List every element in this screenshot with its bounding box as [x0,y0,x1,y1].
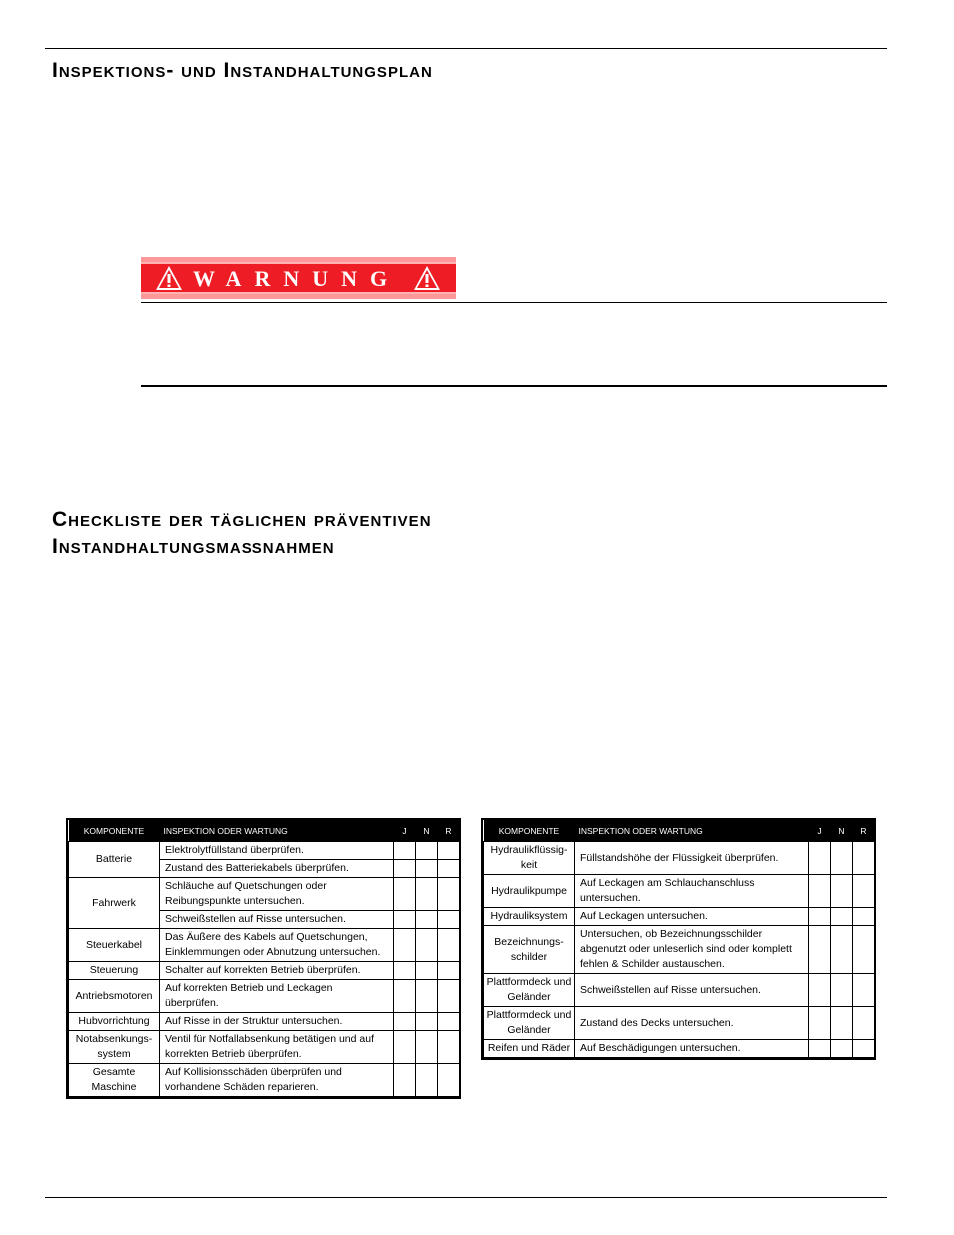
inspection-cell: Auf Risse in der Struktur untersuchen. [160,1013,394,1031]
check-j[interactable] [809,1007,831,1040]
table-row [484,1040,875,1058]
check-n[interactable] [831,974,853,1007]
table-row [484,875,875,908]
check-j[interactable] [809,926,831,974]
check-r[interactable] [853,908,875,926]
check-j[interactable] [394,911,416,929]
header-n: N [831,820,853,842]
check-r[interactable] [438,1013,460,1031]
header-j: J [394,820,416,842]
check-n[interactable] [831,1007,853,1040]
check-j[interactable] [394,962,416,980]
check-r[interactable] [438,911,460,929]
checklist-table-right [481,818,876,1060]
component-cell: Antriebsmotoren [69,980,160,1013]
component-cell: Gesamte Maschine [69,1064,160,1097]
inspection-cell: Auf Kollisionsschäden überprüfen und vorhandene Schäden reparieren. [160,1064,394,1097]
check-n[interactable] [831,875,853,908]
check-r[interactable] [438,1031,460,1064]
table-row [69,1013,460,1031]
check-j[interactable] [394,1031,416,1064]
check-r[interactable] [853,1040,875,1058]
component-cell: Hubvorrichtung [69,1013,160,1031]
check-r[interactable] [438,860,460,878]
warning-rule-top [141,302,887,303]
checklist-table-left [66,818,461,1099]
check-j[interactable] [394,1013,416,1031]
check-n[interactable] [831,1040,853,1058]
inspection-cell: Schalter auf korrekten Betrieb überprüfen. [160,962,394,980]
component-cell: Steuerkabel [69,929,160,962]
table-row [69,1064,460,1097]
check-j[interactable] [809,974,831,1007]
check-j[interactable] [394,929,416,962]
check-r[interactable] [438,962,460,980]
check-r[interactable] [853,974,875,1007]
table-row [484,908,875,926]
check-n[interactable] [416,878,438,911]
check-n[interactable] [416,842,438,860]
check-r[interactable] [438,842,460,860]
check-j[interactable] [394,980,416,1013]
inspection-cell: Schweißstellen auf Risse untersuchen. [575,974,809,1007]
component-cell: Reifen und Räder [484,1040,575,1058]
component-cell: Batterie [69,842,160,878]
table-row [69,962,460,980]
check-n[interactable] [416,911,438,929]
inspection-cell: Auf Beschädigungen untersuchen. [575,1040,809,1058]
header-j: J [809,820,831,842]
check-r[interactable] [853,875,875,908]
inspection-cell: Zustand des Decks untersuchen. [575,1007,809,1040]
table-row [69,1031,460,1064]
inspection-cell: Elektrolytfüllstand überprüfen. [160,842,394,860]
component-cell: Fahrwerk [69,878,160,929]
warning-rule-bottom [141,385,887,387]
bottom-rule [45,1197,887,1198]
check-j[interactable] [809,842,831,875]
check-n[interactable] [416,980,438,1013]
heading-daily-checklist-line1: Checkliste der täglichen präventiven [52,508,432,531]
header-component: KOMPONENTE [69,820,160,842]
table-row [69,842,460,860]
table-header-row [69,820,460,842]
check-j[interactable] [809,875,831,908]
check-n[interactable] [831,908,853,926]
check-n[interactable] [416,962,438,980]
component-cell: Hydraulikpumpe [484,875,575,908]
heading-daily-checklist [52,506,432,560]
table-header-row [484,820,875,842]
component-cell: Plattformdeck und Geländer [484,1007,575,1040]
component-cell: Hydrauliksystem [484,908,575,926]
inspection-cell: Ventil für Notfallabsenkung betätigen und auf korrekten Betrieb überprüfen. [160,1031,394,1064]
check-n[interactable] [416,929,438,962]
component-cell: Steuerung [69,962,160,980]
inspection-cell: Füllstandshöhe der Flüssigkeit überprüfen. [575,842,809,875]
inspection-cell: Schläuche auf Quetschungen oder Reibungspunkte untersuchen. [160,878,394,911]
inspection-cell: Auf Leckagen am Schlauchanschluss untersuchen. [575,875,809,908]
table-row [69,980,460,1013]
header-inspection: INSPEKTION ODER WARTUNG [575,820,809,842]
check-n[interactable] [831,842,853,875]
heading-daily-checklist-line2: Instandhaltungsmaßnahmen [52,535,335,558]
check-r[interactable] [853,1007,875,1040]
inspection-cell: Auf korrekten Betrieb und Leckagen überprüfen. [160,980,394,1013]
check-j[interactable] [394,1064,416,1097]
heading-inspection-plan: Inspektions- und Instandhaltungsplan [52,59,433,82]
warning-label: WARNUNG [193,266,401,291]
check-r[interactable] [438,929,460,962]
check-n[interactable] [416,1064,438,1097]
header-r: R [853,820,875,842]
component-cell: Notabsenkungs-system [69,1031,160,1064]
check-r[interactable] [438,980,460,1013]
component-cell: Hydraulikflüssig-keit [484,842,575,875]
header-r: R [438,820,460,842]
check-r[interactable] [438,878,460,911]
header-n: N [416,820,438,842]
table-row [69,929,460,962]
top-rule [45,48,887,49]
component-cell: Plattformdeck und Geländer [484,974,575,1007]
check-r[interactable] [853,842,875,875]
check-j[interactable] [394,878,416,911]
check-j[interactable] [394,842,416,860]
warning-banner [141,257,456,299]
table-row [484,842,875,875]
check-n[interactable] [831,926,853,974]
check-j[interactable] [809,908,831,926]
inspection-cell: Zustand des Batteriekabels überprüfen. [160,860,394,878]
table-row [484,926,875,974]
check-r[interactable] [438,1064,460,1097]
check-n[interactable] [416,860,438,878]
table-row [484,974,875,1007]
check-r[interactable] [853,926,875,974]
table-row [484,1007,875,1040]
check-j[interactable] [394,860,416,878]
check-n[interactable] [416,1031,438,1064]
warning-triangle-icon [155,265,183,291]
inspection-cell: Untersuchen, ob Bezeichnungsschilder abgenutzt oder unleserlich sind oder komplett fehlen & Schilder austauschen. [575,926,809,974]
check-j[interactable] [809,1040,831,1058]
inspection-cell: Auf Leckagen untersuchen. [575,908,809,926]
inspection-cell: Schweißstellen auf Risse untersuchen. [160,911,394,929]
header-inspection: INSPEKTION ODER WARTUNG [160,820,394,842]
table-row [69,878,460,911]
component-cell: Bezeichnungs-schilder [484,926,575,974]
header-component: KOMPONENTE [484,820,575,842]
inspection-cell: Das Äußere des Kabels auf Quetschungen, Einklemmungen oder Abnutzung untersuchen. [160,929,394,962]
check-n[interactable] [416,1013,438,1031]
warning-triangle-icon [413,265,441,291]
